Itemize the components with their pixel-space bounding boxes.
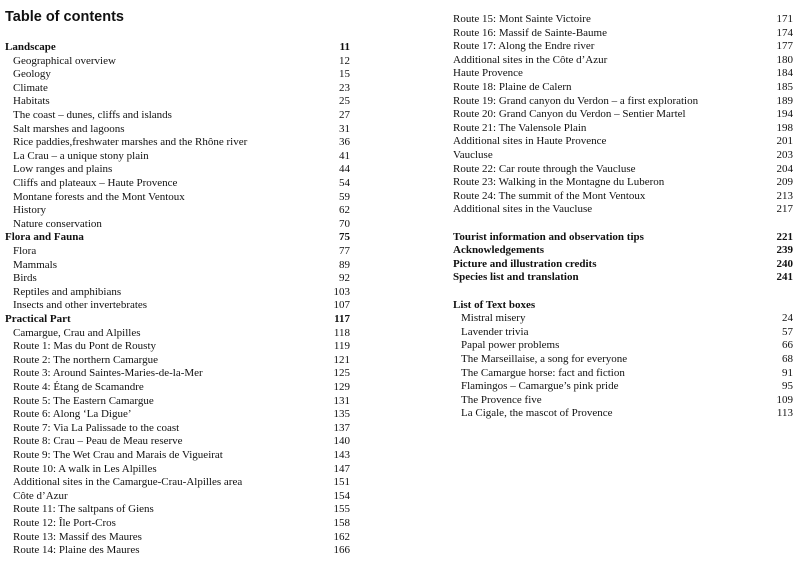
toc-entry: [453, 176, 793, 189]
toc-entry-title: Route 16: Massif de Sainte-Baume: [453, 26, 607, 39]
toc-entry: [453, 54, 793, 67]
toc-entry-title: Habitats: [13, 95, 50, 108]
toc-entry: [453, 81, 793, 94]
toc-entry-title: Route 12: Île Port-Cros: [13, 517, 116, 529]
toc-entry: [5, 218, 350, 231]
toc-entry: [5, 531, 350, 544]
toc-entry: [5, 231, 350, 244]
toc-entry-page: 147: [333, 462, 350, 475]
toc-entry: [5, 259, 350, 272]
toc-entry: [5, 41, 350, 54]
toc-entry-title: Reptiles and amphibians: [13, 285, 122, 298]
toc-entry: [5, 136, 350, 149]
toc-entry-title: Insects and other invertebrates: [13, 299, 148, 312]
toc-entry-page: 189: [776, 94, 793, 107]
toc-entry-page: 171: [776, 13, 793, 25]
page-title: Table of contents: [5, 9, 124, 25]
toc-entry: [453, 407, 793, 420]
toc-entry: [5, 313, 350, 326]
toc-entry-title: Geographical overview: [13, 54, 116, 67]
toc-entry-page: 177: [776, 40, 793, 53]
toc-entry-page: 129: [333, 381, 350, 393]
toc-entry: [453, 163, 793, 176]
toc-entry: [5, 422, 350, 435]
toc-entry-page: 27: [339, 109, 350, 121]
toc-entry-page: 31: [339, 122, 350, 135]
toc-entry-title: Mistral misery: [461, 312, 526, 325]
toc-entry: [5, 272, 350, 285]
toc-entry-page: 239: [776, 244, 793, 257]
toc-entry: [5, 395, 350, 408]
toc-entry: [5, 435, 350, 448]
toc-entry: [5, 245, 350, 258]
toc-entry-title: Picture and illustration credits: [453, 257, 597, 270]
toc-entry-title: Salt marshes and lagoons: [13, 122, 125, 135]
toc-entry-title: Route 17: Along the Endre river: [453, 40, 595, 53]
toc-entry-page: 213: [776, 189, 793, 202]
toc-entry-page: 36: [339, 136, 350, 149]
toc-entry-title: Route 14: Plaine des Maures: [13, 544, 140, 557]
toc-entry-title: Mammals: [13, 258, 57, 271]
toc-entry-title: Route 23: Walking in the Montagne du Luberon: [453, 176, 665, 189]
toc-entry: [5, 95, 350, 108]
toc-entry: [5, 367, 350, 380]
toc-entry-title: Route 24: The summit of the Mont Ventoux: [453, 189, 646, 202]
toc-entry: [5, 299, 350, 312]
toc-entry: [453, 231, 793, 244]
toc-entry-page: 54: [339, 177, 350, 189]
toc-entry-page: 59: [339, 190, 350, 203]
toc-entry-title: Lavender trivia: [461, 325, 529, 338]
toc-entry: [453, 67, 793, 80]
toc-entry-title: Route 5: The Eastern Camargue: [13, 394, 154, 407]
toc-entry-page: 44: [339, 163, 350, 176]
toc-entry: [5, 449, 350, 462]
toc-entry-page: 57: [782, 325, 793, 338]
toc-entry-page: 217: [776, 203, 793, 216]
toc-entry-page: 77: [339, 245, 350, 257]
toc-entry-title: History: [13, 204, 46, 217]
toc-entry-title: Additional sites in the Vaucluse: [453, 203, 593, 216]
toc-entry-page: 89: [339, 258, 350, 271]
toc-entry: [453, 108, 793, 121]
toc-entry-page: 204: [776, 162, 793, 175]
toc-entry: [453, 40, 793, 53]
toc-entry: [453, 367, 793, 380]
toc-entry: [5, 204, 350, 217]
toc-entry-page: 143: [333, 449, 350, 461]
toc-entry-page: 209: [776, 176, 793, 189]
toc-entry: [453, 135, 793, 148]
toc-entry-title: Low ranges and plains: [13, 163, 113, 176]
toc-entry-page: 155: [333, 503, 350, 516]
toc-entry: [5, 150, 350, 163]
toc-entry-page: 24: [782, 312, 793, 325]
toc-entry-page: 194: [776, 108, 793, 121]
toc-entry-page: 131: [333, 394, 350, 407]
toc-entry-page: 174: [776, 26, 793, 39]
toc-entry: [5, 191, 350, 204]
toc-entry-title: Species list and translation: [453, 271, 579, 284]
toc-entry-title: Côte d’Azur: [13, 489, 68, 502]
toc-entry-page: 203: [776, 149, 793, 161]
toc-entry: [5, 476, 350, 489]
toc-entry-title: Route 9: The Wet Crau and Marais de Vigueirat: [13, 449, 223, 461]
toc-entry-title: Vaucluse: [453, 149, 493, 161]
toc-entry-page: 135: [333, 408, 350, 421]
toc-entry-title: List of Text boxes: [453, 298, 536, 311]
toc-entry: [453, 353, 793, 366]
toc-entry-page: 41: [339, 149, 350, 162]
toc-entry-title: Practical Part: [5, 313, 71, 325]
toc-entry: [5, 340, 350, 353]
toc-entry-title: Route 19: Grand canyon du Verdon – a first exploration: [453, 94, 699, 107]
toc-entry-title: Route 11: The saltpans of Giens: [13, 503, 154, 516]
toc-entry-page: 23: [339, 81, 350, 94]
toc-entry-title: Route 3: Around Saintes-Maries-de-la-Mer: [13, 367, 203, 380]
toc-entry: [5, 327, 350, 340]
toc-entry-title: Camargue, Crau and Alpilles: [13, 326, 141, 339]
toc-entry: [453, 312, 793, 325]
toc-entry-title: Additional sites in the Camargue-Crau-Alpilles area: [13, 476, 243, 489]
toc-entry-title: Rice paddies,freshwater marshes and the Rhône river: [13, 136, 248, 149]
toc-entry-title: La Cigale, the mascot of Provence: [461, 407, 613, 420]
toc-entry-title: Cliffs and plateaux – Haute Provence: [13, 177, 178, 189]
toc-entry-title: Tourist information and observation tips: [453, 230, 644, 243]
toc-entry-title: Route 20: Grand Canyon du Verdon – Sentier Martel: [453, 108, 686, 121]
toc-entry-page: 11: [339, 41, 350, 53]
toc-entry-title: Route 21: The Valensole Plain: [453, 121, 587, 134]
toc-entry: [453, 95, 793, 108]
toc-entry-page: 140: [333, 435, 350, 448]
toc-entry: [5, 463, 350, 476]
toc-entry: [5, 55, 350, 68]
toc-entry-page: 119: [333, 340, 350, 353]
toc-entry: [5, 517, 350, 530]
toc-entry: [453, 394, 793, 407]
toc-entry-title: Birds: [13, 272, 37, 285]
toc-entry: [5, 381, 350, 394]
toc-entry-title: Additional sites in the Côte d’Azur: [453, 53, 608, 66]
toc-entry: [5, 109, 350, 122]
toc-entry: [453, 380, 793, 393]
toc-entry: [453, 13, 793, 26]
toc-entry-page: 118: [333, 326, 350, 339]
toc-entry: [5, 68, 350, 81]
toc-entry-page: 92: [339, 272, 350, 285]
toc-entry-page: 70: [339, 217, 350, 230]
toc-entry-title: Geology: [13, 68, 51, 81]
toc-entry-page: 201: [776, 135, 793, 148]
toc-entry: [5, 163, 350, 176]
toc-entry-page: 117: [334, 313, 350, 325]
toc-entry: [5, 490, 350, 503]
toc-entry-page: 241: [776, 271, 793, 284]
toc-entry: [5, 354, 350, 367]
toc-entry: [5, 544, 350, 557]
toc-entry-title: Flora: [13, 245, 37, 257]
toc-entry-page: 125: [333, 367, 350, 380]
toc-entry-page: 113: [776, 407, 793, 420]
toc-entry-title: Route 13: Massif des Maures: [13, 530, 142, 543]
toc-entry-page: 109: [776, 393, 793, 406]
toc-entry-title: Route 6: Along ‘La Digue’: [13, 408, 132, 421]
toc-entry-page: 166: [333, 544, 350, 557]
toc-entry-title: Route 22: Car route through the Vaucluse: [453, 162, 636, 175]
toc-entry-title: Nature conservation: [13, 217, 102, 230]
toc-entry: [453, 203, 793, 216]
toc-entry-page: 184: [776, 67, 793, 80]
toc-entry-title: La Crau – a unique stony plain: [13, 149, 149, 162]
toc-entry-page: 162: [333, 530, 350, 543]
toc-entry: [453, 339, 793, 352]
toc-entry-page: 15: [339, 68, 350, 81]
toc-entry-title: Landscape: [5, 41, 56, 53]
toc-entry: [453, 122, 793, 135]
toc-entry-title: Montane forests and the Mont Ventoux: [13, 190, 185, 203]
toc-entry: [453, 271, 793, 284]
toc-entry: [453, 244, 793, 257]
toc-entry-title: Route 4: Étang de Scamandre: [13, 381, 144, 393]
toc-entry-title: The coast – dunes, cliffs and islands: [13, 109, 172, 121]
toc-entry-page: 240: [776, 257, 793, 270]
toc-entry: [5, 123, 350, 136]
toc-entry-page: 25: [339, 95, 350, 108]
toc-entry: [453, 326, 793, 339]
toc-entry-page: 62: [339, 204, 350, 217]
toc-entry-page: 185: [776, 81, 793, 93]
toc-entry-page: 75: [339, 231, 350, 244]
toc-entry-title: Route 7: Via La Palissade to the coast: [13, 421, 180, 434]
toc-entry: [453, 258, 793, 271]
toc-entry: [453, 149, 793, 162]
toc-entry-title: Flora and Fauna: [5, 231, 84, 244]
toc-entry-page: 137: [333, 421, 350, 434]
toc-entry: [5, 503, 350, 516]
toc-entry-title: Route 1: Mas du Pont de Rousty: [13, 340, 157, 353]
toc-entry: [5, 286, 350, 299]
toc-entry-page: 107: [333, 299, 350, 312]
toc-entry-title: Route 18: Plaine de Calern: [453, 81, 572, 93]
toc-entry: [453, 190, 793, 203]
toc-entry-title: Acknowledgements: [453, 244, 545, 257]
toc-entry-title: Route 10: A walk in Les Alpilles: [13, 462, 157, 475]
toc-entry: [5, 177, 350, 190]
toc-entry-page: 103: [333, 285, 350, 298]
toc-entry-title: Route 15: Mont Sainte Victoire: [453, 13, 591, 25]
toc-entry: [5, 408, 350, 421]
toc-entry-title: The Camargue horse: fact and fiction: [461, 366, 625, 379]
toc-entry: [5, 82, 350, 95]
toc-entry-page: 151: [333, 476, 350, 489]
toc-entry: [453, 27, 793, 40]
toc-entry-page: 121: [333, 353, 350, 366]
toc-entry-title: Route 8: Crau – Peau de Meau reserve: [13, 435, 183, 448]
toc-entry-title: The Marseillaise, a song for everyone: [461, 353, 628, 365]
toc-entry-page: 154: [333, 489, 350, 502]
toc-entry-title: The Provence five: [461, 393, 542, 406]
toc-entry-title: Climate: [13, 81, 48, 94]
toc-entry-page: 12: [339, 54, 350, 67]
toc-entry-title: Route 2: The northern Camargue: [13, 353, 159, 366]
toc-entry-page: 198: [776, 121, 793, 134]
toc-entry-title: Haute Provence: [453, 67, 523, 80]
toc-entry-page: 158: [333, 517, 350, 529]
toc-entry-page: 66: [782, 339, 793, 352]
toc-entry-title: Flamingos – Camargue’s pink pride: [461, 380, 619, 393]
toc-entry-title: Papal power problems: [461, 339, 560, 352]
toc-entry-page: 95: [782, 380, 793, 393]
toc-entry: [453, 299, 793, 312]
toc-entry-page: 91: [782, 366, 793, 379]
toc-entry-page: 68: [782, 353, 793, 365]
toc-entry-title: Additional sites in Haute Provence: [453, 135, 607, 148]
toc-entry-page: 180: [776, 53, 793, 66]
toc-entry-page: 221: [776, 230, 793, 243]
